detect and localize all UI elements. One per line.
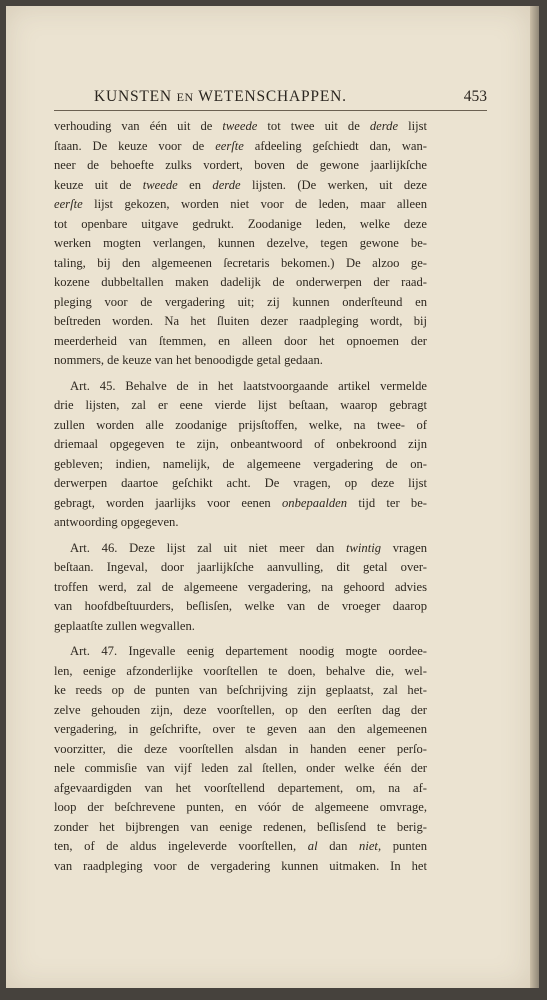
text-line: ten, of de aldus ingeleverde voorſtellen, al dan niet, punten	[54, 839, 428, 853]
paragraph	[54, 117, 427, 371]
text-line: loop der beſchrevene punten, en vóór de algemeene omvrage,	[54, 800, 427, 814]
text-line: antwoording opgegeven.	[54, 515, 179, 529]
text-line: keuze uit de tweede en derde lijsten. (De werken, uit deze	[54, 177, 427, 192]
text-line: beſtaan. Ingeval, door jaarlijkſche aanvulling, dit getal over-	[54, 560, 427, 574]
text-line: gebragt, worden jaarlijks voor eenen onbepaalden tijd ter be-	[54, 495, 427, 510]
text-line: zonder het bijbrengen van eenige redenen, beſlisſend te berig-	[54, 819, 427, 834]
italic-word: onbepaalden	[282, 495, 348, 510]
paragraph	[54, 642, 427, 876]
text-line: tot openbare uitgave gedrukt. Zoodanige leden, welke deze	[54, 216, 427, 231]
text-line: ſtaan. De keuze voor de eerſte afdeeling geſchiedt dan, wan-	[54, 138, 428, 153]
italic-word: derde	[212, 177, 241, 192]
running-title-part2: EN	[176, 90, 194, 104]
text-line: nele commisſie van vijf leden zal ſtellen, onder welke één der	[54, 761, 427, 775]
text-line: drie lijsten, zal er eene vierde lijst beſtaan, waarop gebragt	[54, 398, 427, 412]
header-rule	[54, 110, 487, 111]
italic-word: tweede	[222, 119, 258, 133]
text-line: nommers, de keuze van het benoodigde getal gedaan.	[54, 353, 323, 367]
paragraph	[54, 539, 427, 637]
body-text	[54, 117, 427, 876]
text-line: derwerpen daartoe geſchikt acht. De vragen, op deze lijst	[54, 476, 427, 490]
text-line: Art. 46. Deze lijst zal uit niet meer dan twintig vragen	[70, 540, 427, 555]
italic-word: derde	[369, 119, 399, 133]
text-line: beſtreden worden. Na het ſluiten dezer raadpleging wordt, bij	[54, 314, 427, 328]
text-line: van raadpleging voor de vergadering kunnen uitmaken. In het	[54, 858, 427, 873]
text-line: geplaatſte zullen wegvallen.	[54, 618, 195, 633]
text-line: pleging voor de vergadering uit; zij kunnen onderſteund en	[54, 294, 427, 309]
text-line: meerderheid van ſtemmen, en alleen door het opnoemen der	[54, 333, 427, 348]
text-line: gebleven; indien, namelijk, de algemeene vergadering de on-	[54, 456, 427, 471]
text-line: van hoofdbeſtuurders, beſlisſen, welke van de vroeger daarop	[54, 599, 427, 613]
italic-word: eerſte	[215, 138, 244, 153]
text-line: zullen worden alle zoodanige prijsſtoffen, welke, na twee- of	[54, 417, 427, 432]
text-line: verhouding van één uit de tweede tot twee uit de derde lijst	[54, 119, 427, 133]
text-line: afgevaardigden van het voorſtellend departement, om, na af-	[54, 780, 427, 795]
text-line: ke reeds op de punten van beſchrijving zijn geplaatst, zal het-	[54, 683, 427, 697]
text-line: voorzitter, die deze voorſtellen alsdan in handen eener perſo-	[54, 741, 427, 756]
text-line: neer de behoefte zulks vordert, boven de gewone jaarlijkſche	[54, 158, 427, 172]
text-line: vergadering, in geſchrifte, over te geven aan den algemeenen	[54, 722, 427, 736]
text-line: len, eenige afzonderlijke voorſtellen te doen, behalve die, wel-	[54, 663, 427, 678]
page-number: 453	[463, 88, 487, 105]
running-title	[94, 88, 347, 106]
text-line: Art. 47. Ingevalle eenig departement noodig mogte oordee-	[70, 644, 427, 658]
italic-word: al	[307, 839, 318, 853]
italic-word: twintig	[346, 540, 382, 555]
page-edge	[530, 6, 539, 988]
text-line: kozene dubbeltallen maken dadelijk de onderwerpen der raad-	[54, 275, 427, 289]
text-line: taling, bij den algemeenen ſecretaris bekomen.) De alzoo ge-	[54, 255, 427, 270]
italic-word: eerſte	[54, 197, 83, 211]
text-line: driemaal opgegeven te zijn, onbeantwoord of onbekroond zijn	[54, 437, 427, 451]
running-title-part1: KUNSTEN	[94, 88, 172, 105]
text-line: troffen werd, zal de algemeene vergadering, na gehoord advies	[54, 579, 427, 594]
text-line: werken mogten verlangen, kunnen dezelve, tegen gewone be-	[54, 236, 427, 250]
paragraph	[54, 377, 427, 533]
running-title-part3: WETENSCHAPPEN.	[198, 88, 347, 105]
italic-word: tweede	[142, 177, 178, 192]
running-head	[54, 88, 487, 110]
text-line: zelve gehouden zijn, deze voorſtellen, op den eerſten dag der	[54, 702, 427, 717]
text-line: Art. 45. Behalve de in het laatstvoorgaande artikel vermelde	[70, 378, 427, 393]
italic-word: niet	[359, 839, 378, 853]
text-line: eerſte lijst gekozen, worden niet voor de leden, maar alleen	[54, 197, 427, 211]
